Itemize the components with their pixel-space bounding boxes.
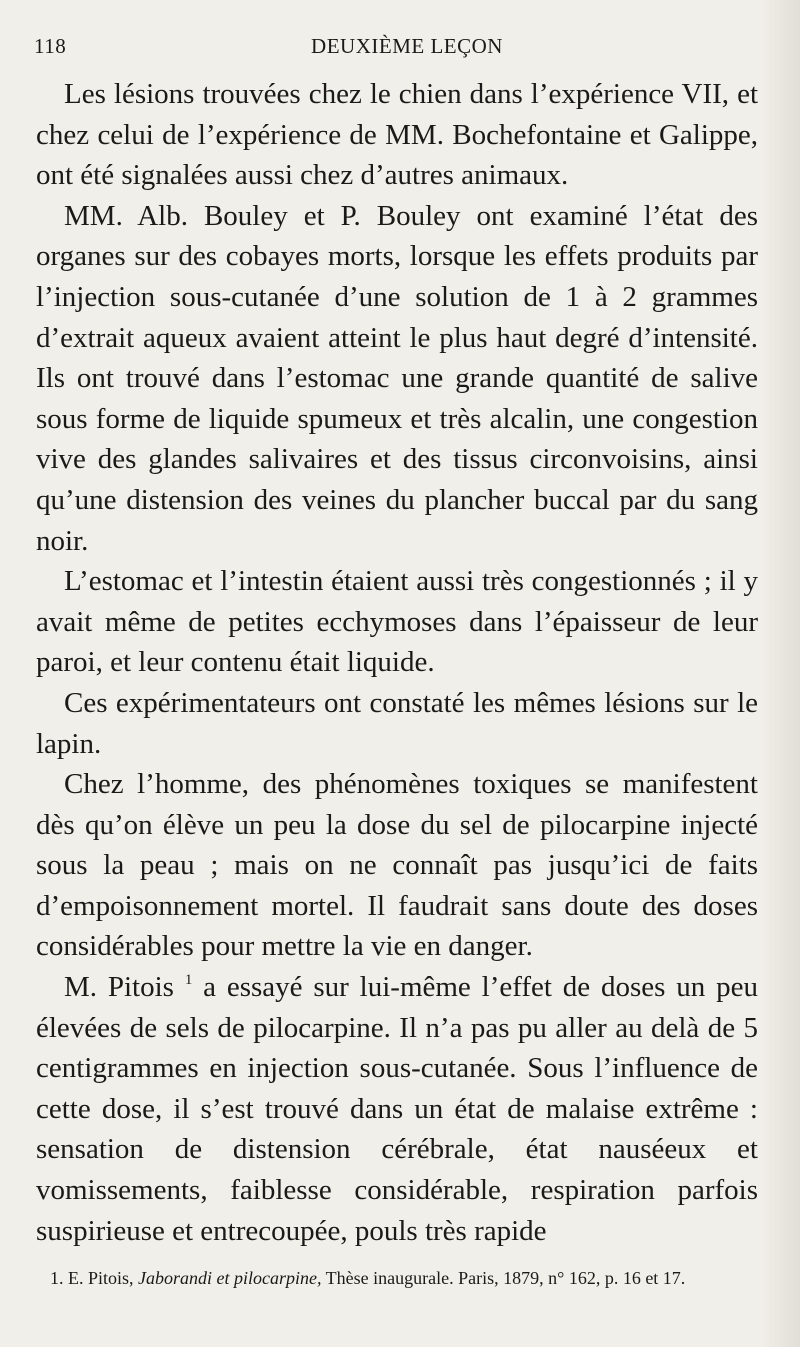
paragraph-6-rest: a essayé sur lui-même l’effet de doses un peu élevées de sels de pilocarpine. Il n’a pas pu aller au delà de 5 centigrammes en injection sous-cutanée. Sous l’influence de cette dose, il s’est trouvé dans un état de malaise extrême : sensation de distension cérébrale, état nauséeux et vomissements, faiblesse considérable, respiration parfois suspirieuse et entrecoupée, pouls très rapide [36, 971, 759, 1247]
paragraph-6 [36, 967, 758, 1251]
page-edge-shadow [760, 0, 800, 1347]
footnote-reference: 1 [184, 972, 193, 989]
footnote-marker: 1. [50, 1268, 64, 1288]
paragraph-6-start: M. Pitois [64, 971, 174, 1004]
footnote [36, 1266, 758, 1290]
footnote-rest: Thèse inaugurale. Paris, 1879, n° 162, p. 16 et 17. [321, 1268, 686, 1288]
paragraph-4: Ces expérimentateurs ont constaté les mêmes lésions sur le lapin. [36, 686, 758, 760]
page-number: 118 [34, 34, 67, 58]
paragraph-1: Les lésions trouvées chez le chien dans l’expérience VII, et chez celui de l’expérience de MM. Bochefontaine et Galippe, ont été signalées aussi chez d’autres animaux. [36, 78, 758, 192]
footnote-title: Jaborandi et pilocarpine, [138, 1268, 322, 1288]
paragraph-3: L’estomac et l’intestin étaient aussi très congestionnés ; il y avait même de petites ecchymoses dans l’épaisseur de leur paroi, et leur contenu était liquide. [36, 565, 758, 679]
running-head [34, 34, 740, 64]
running-title: DEUXIÈME LEÇON [311, 34, 503, 58]
paragraph-2: MM. Alb. Bouley et P. Bouley ont examiné l’état des organes sur des cobayes morts, lorsque les effets produits par l’injection sous-cutanée d’une solution de 1 à 2 grammes d’extrait aqueux avaient atteint le plus haut degré d’intensité. Ils ont trouvé dans l’estomac une grande quantité de salive sous forme de liquide spumeux et très alcalin, une congestion vive des glandes salivaires et des tissus circonvoisins, ainsi qu’une distension des veines du plancher buccal par du sang noir. [36, 199, 758, 557]
body-text [36, 74, 758, 1251]
paragraph-5: Chez l’homme, des phénomènes toxiques se manifestent dès qu’on élève un peu la dose du sel de pilocarpine injecté sous la peau ; mais on ne connaît pas jusqu’ici de faits d’empoisonnement mortel. Il faudrait sans doute des doses considérables pour mettre la vie en danger. [36, 768, 758, 963]
footnote-author: E. Pitois, [63, 1268, 139, 1288]
